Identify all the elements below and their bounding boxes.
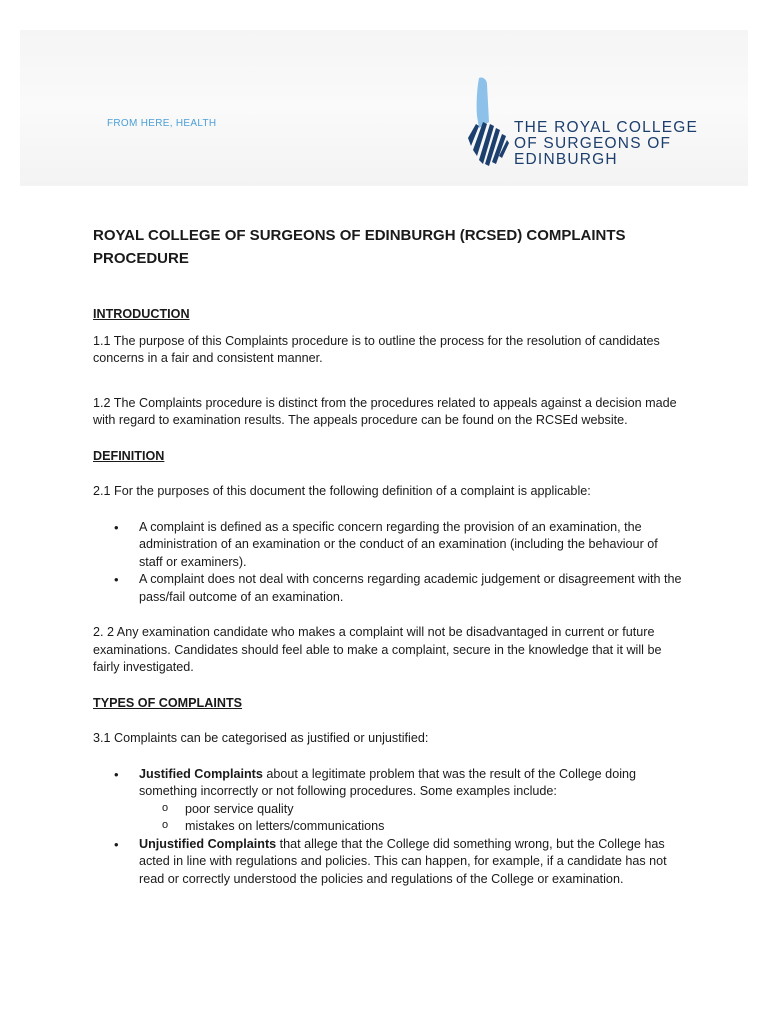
paragraph-1-1: 1.1 The purpose of this Complaints procedure is to outline the process for the resolution of candidates concerns in a fair and consistent manner. [93,333,660,365]
paragraph-3-1: 3.1 Complaints can be categorised as justified or unjustified: [93,731,429,745]
list-item: • A complaint does not deal with concerns regarding academic judgement or disagreement with the pass/fail outcome of an examination. [93,571,683,606]
section-heading-definition: DEFINITION [93,448,165,463]
justified-text: about a legitimate problem that was the result of the College doing something incorrectly or not following procedures. Some examples include: [139,766,636,798]
paragraph-2-1: 2.1 For the purposes of this document the following definition of a complaint is applicable: [93,484,591,498]
unjustified-text: that allege that the College did something wrong, but the College has acted in line with regulations and policies. This can happen, for example, if a candidate has not read or correctly understood the policies and regulations of the College or examination. [139,836,667,886]
examples-sublist [139,801,683,836]
college-crest-icon [465,76,509,168]
document-title: ROYAL COLLEGE OF SURGEONS OF EDINBURGH (RCSED) COMPLAINTS PROCEDURE [93,227,626,267]
paragraph-2-2: 2. 2 Any examination candidate who makes a complaint will not be disadvantaged in current or future examinations. Candidates should feel able to make a complaint, secure in the knowledge that it will be fairly investigated. [93,625,662,674]
paragraph-1-2: 1.2 The Complaints procedure is distinct from the procedures related to appeals against a decision made with regard to examination results. The appeals procedure can be found on the RCSEd website. [93,395,677,427]
types-bullet-list [93,766,683,889]
section-heading-types: TYPES OF COMPLAINTS [93,695,243,710]
logo-line-2: OF SURGEONS OF [514,135,672,152]
definition-bullet-list [93,519,683,607]
list-item-justified [93,766,683,836]
college-logo-text [514,120,698,168]
justified-label: Justified Complaints [139,766,263,781]
sub-list-item: o mistakes on letters/communications [139,818,683,836]
tagline: FROM HERE, HEALTH [107,118,217,129]
list-item-unjustified [93,836,683,889]
list-item: • A complaint is defined as a specific concern regarding the provision of an examination, the administration of an examination or the conduct of an examination (including the behaviour of staff or examiners). [93,519,683,572]
logo-line-1: THE ROYAL COLLEGE [514,119,699,136]
document-body [93,224,683,888]
sub-list-item: o poor service quality [139,801,683,819]
unjustified-label: Unjustified Complaints [139,836,277,851]
section-heading-introduction: INTRODUCTION [93,307,190,321]
logo-line-3: EDINBURGH [514,151,618,168]
